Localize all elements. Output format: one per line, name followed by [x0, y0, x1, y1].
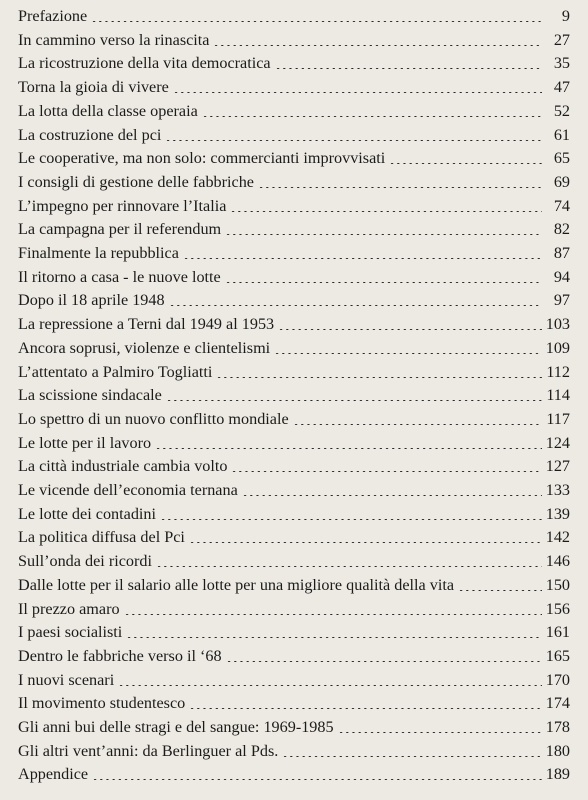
dot-leader — [258, 187, 542, 188]
toc-entry-page-number: 94 — [553, 267, 570, 286]
toc-entry-title: Il prezzo amaro — [18, 599, 120, 618]
dot-leader — [183, 258, 542, 259]
toc-entry-title: Dentro le fabbriche verso il ‘68 — [18, 646, 222, 665]
toc-entry-title: La ricostruzione della vita democratica — [18, 54, 271, 73]
toc-entry-page-number: 117 — [546, 409, 570, 428]
dot-leader — [282, 756, 541, 757]
toc-entry[interactable] — [18, 666, 570, 690]
toc-entry[interactable] — [18, 547, 570, 571]
dot-leader — [278, 329, 542, 330]
toc-entry-page-number: 87 — [553, 244, 570, 262]
dot-leader — [274, 353, 542, 354]
toc-entry-page-number: 139 — [545, 504, 570, 523]
dot-leader — [160, 519, 542, 520]
toc-entry-title: In cammino verso la rinascita — [18, 30, 210, 49]
toc-entry-page-number: 189 — [545, 765, 570, 784]
toc-entry[interactable] — [18, 239, 570, 263]
toc-entry-title: Gli altri vent’anni: da Berlinguer al Pds. — [18, 741, 279, 760]
toc-entry-title: Le cooperative, ma non solo: commercianti improvvisati — [18, 149, 386, 168]
toc-entry-page-number: 114 — [546, 386, 570, 405]
toc-entry[interactable] — [18, 26, 570, 50]
toc-entry-page-number: 165 — [545, 646, 570, 665]
toc-entry-title: I consigli di gestione delle fabbriche — [18, 172, 254, 191]
dot-leader — [155, 448, 542, 449]
toc-entry-page-number: 74 — [553, 196, 570, 215]
toc-entry[interactable] — [18, 192, 570, 216]
dot-leader — [230, 211, 542, 212]
toc-entry-title: Prefazione — [18, 7, 88, 25]
toc-entry-title: L’impegno per rinnovare l’Italia — [18, 196, 227, 215]
toc-entry-title: Ancora soprusi, violenze e clientelismi — [18, 338, 271, 357]
toc-entry-title: Finalmente la repubblica — [18, 244, 179, 262]
toc-entry-page-number: 127 — [545, 457, 570, 476]
toc-entry[interactable] — [18, 168, 570, 192]
toc-entry-title: Appendice — [18, 765, 89, 784]
dot-leader — [124, 614, 542, 615]
toc-entry-page-number: 174 — [545, 694, 570, 713]
dot-leader — [225, 234, 542, 235]
dot-leader — [156, 566, 542, 567]
toc-entry-title: La campagna per il referendum — [18, 220, 222, 239]
dot-leader — [293, 424, 542, 425]
toc-entry[interactable] — [18, 49, 570, 73]
toc-entry-title: Torna la gioia di vivere — [18, 78, 169, 97]
toc-entry-page-number: 124 — [545, 433, 570, 452]
toc-entry-page-number: 112 — [546, 362, 570, 381]
toc-entry[interactable] — [18, 595, 570, 619]
toc-entry[interactable] — [18, 571, 570, 595]
toc-entry[interactable] — [18, 523, 570, 547]
dot-leader — [458, 590, 542, 591]
toc-entry-page-number: 82 — [553, 220, 570, 239]
toc-entry-title: I paesi socialisti — [18, 623, 123, 642]
toc-entry-page-number: 27 — [553, 30, 570, 49]
dot-leader — [118, 685, 542, 686]
toc-entry-title: Dopo il 18 aprile 1948 — [18, 291, 165, 310]
toc-entry[interactable] — [18, 713, 570, 737]
toc-entry-page-number: 61 — [553, 125, 570, 144]
toc-entry-title: Le vicende dell’economia ternana — [18, 481, 238, 499]
toc-entry[interactable] — [18, 452, 570, 476]
toc-entry[interactable] — [18, 689, 570, 713]
dot-leader — [226, 661, 542, 662]
toc-entry-page-number: 150 — [545, 575, 570, 594]
toc-entry[interactable] — [18, 286, 570, 310]
toc-entry-page-number: 170 — [545, 670, 570, 689]
toc-entry-title: L’attentato a Palmiro Togliatti — [18, 362, 213, 381]
toc-entry[interactable] — [18, 358, 570, 382]
dot-leader — [91, 21, 542, 22]
dot-leader — [165, 140, 542, 141]
toc-entry-page-number: 69 — [553, 172, 570, 191]
toc-entry[interactable] — [18, 144, 570, 168]
toc-entry-title: La lotta della classe operaia — [18, 101, 198, 120]
toc-entry-page-number: 161 — [545, 623, 570, 642]
toc-entry-title: La costruzione del pci — [18, 125, 162, 144]
dot-leader — [189, 542, 542, 543]
toc-entry-page-number: 47 — [553, 78, 570, 97]
toc-entry[interactable] — [18, 334, 570, 358]
toc-entry-title: Dalle lotte per il salario alle lotte per una migliore qualità della vita — [18, 575, 455, 594]
dot-leader — [225, 282, 542, 283]
dot-leader — [166, 400, 542, 401]
toc-entry[interactable] — [18, 476, 570, 500]
dot-leader — [189, 708, 541, 709]
toc-entry[interactable] — [18, 381, 570, 405]
toc-entry-page-number: 156 — [545, 599, 570, 618]
toc-entry-page-number: 133 — [545, 481, 570, 499]
toc-entry-page-number: 142 — [545, 528, 570, 547]
toc-entry[interactable] — [18, 760, 570, 784]
toc-entry-page-number: 9 — [561, 7, 570, 25]
toc-entry-page-number: 52 — [553, 101, 570, 120]
toc-entry-page-number: 178 — [545, 718, 570, 736]
toc-entry-title: La repressione a Terni dal 1949 al 1953 — [18, 315, 275, 334]
dot-leader — [216, 377, 542, 378]
dot-leader — [338, 732, 542, 733]
toc-entry[interactable] — [18, 405, 570, 429]
toc-entry[interactable] — [18, 618, 570, 642]
toc-entry-title: Sull’onda dei ricordi — [18, 552, 152, 571]
dot-leader — [126, 637, 541, 638]
toc-entry-page-number: 65 — [553, 149, 570, 168]
dot-leader — [92, 779, 542, 780]
toc-entry-title: La politica diffusa del Pci — [18, 528, 185, 547]
toc-entry-page-number: 146 — [545, 552, 570, 571]
toc-entry[interactable] — [18, 310, 570, 334]
dot-leader — [173, 92, 542, 93]
toc-entry-page-number: 35 — [553, 54, 570, 73]
toc-entry[interactable] — [18, 97, 570, 121]
toc-entry[interactable] — [18, 215, 570, 239]
toc-entry-title: Le lotte dei contadini — [18, 504, 156, 523]
toc-entry-page-number: 97 — [553, 291, 570, 310]
toc-entry-title: I nuovi scenari — [18, 670, 115, 689]
toc-entry-page-number: 180 — [545, 741, 570, 760]
toc-entry[interactable] — [18, 263, 570, 287]
toc-entry-title: Il ritorno a casa - le nuove lotte — [18, 267, 221, 286]
toc-entry[interactable] — [18, 73, 570, 97]
toc-entry[interactable] — [18, 737, 570, 761]
toc-entry-title: La città industriale cambia volto — [18, 457, 228, 476]
toc-entry-title: Il movimento studentesco — [18, 694, 186, 713]
toc-entry-title: Gli anni bui delle stragi e del sangue: 1969-1985 — [18, 718, 334, 736]
toc-entry[interactable] — [18, 500, 570, 524]
toc-entry-title: La scissione sindacale — [18, 386, 162, 405]
dot-leader — [389, 163, 542, 164]
toc-entry[interactable] — [18, 429, 570, 453]
dot-leader — [242, 495, 542, 496]
dot-leader — [231, 471, 541, 472]
toc-entry-page-number: 109 — [545, 338, 570, 357]
toc-entry-page-number: 103 — [545, 315, 570, 334]
dot-leader — [169, 305, 542, 306]
dot-leader — [202, 116, 542, 117]
toc-entry-title: Lo spettro di un nuovo conflitto mondiale — [18, 409, 289, 428]
toc-entry[interactable] — [18, 2, 570, 26]
toc-entry[interactable] — [18, 642, 570, 666]
dot-leader — [275, 68, 542, 69]
toc-entry[interactable] — [18, 121, 570, 145]
dot-leader — [213, 45, 542, 46]
toc-entry-title: Le lotte per il lavoro — [18, 433, 152, 452]
